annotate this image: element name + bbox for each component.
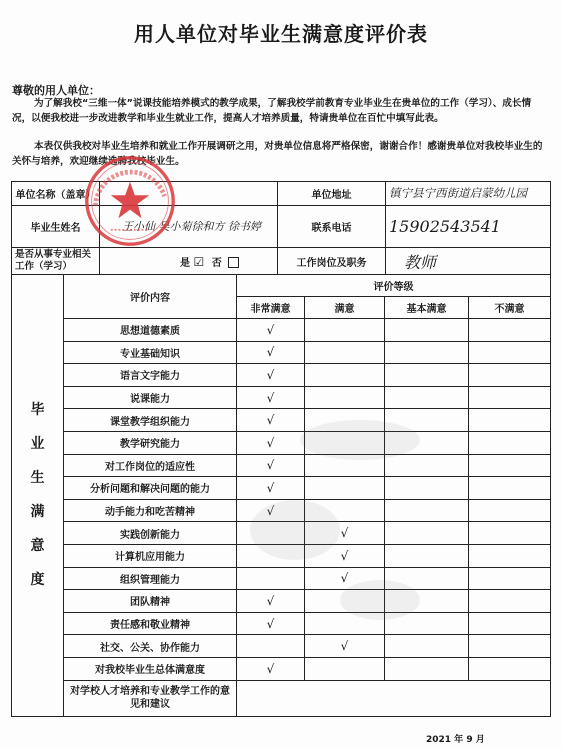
rating-cell[interactable]: [305, 364, 385, 387]
side-label-char: 生: [30, 470, 45, 487]
rating-cell[interactable]: [237, 567, 305, 590]
content-header: 评价内容: [64, 275, 237, 319]
rating-cell[interactable]: [469, 341, 551, 364]
rating-cell[interactable]: [385, 364, 469, 387]
table-row: [12, 680, 551, 716]
unit-address-label: 单位地址: [278, 182, 386, 206]
side-label-char: 毕: [30, 402, 45, 419]
table-row: [12, 386, 551, 409]
table-row: [12, 319, 551, 342]
rating-cell[interactable]: [305, 341, 385, 364]
rating-cell[interactable]: √: [305, 635, 385, 658]
table-row: [12, 657, 551, 680]
rating-cell[interactable]: [469, 567, 551, 590]
form-date: 2021 年 9 月: [426, 735, 485, 745]
criterion-label: 思想道德素质: [64, 319, 237, 342]
table-row: [12, 590, 551, 613]
rating-cell[interactable]: √: [237, 454, 305, 477]
unit-address-value[interactable]: 镇宁县宁西街道启蒙幼儿园: [386, 182, 551, 206]
level-header: 不满意: [469, 297, 551, 319]
rating-cell[interactable]: √: [237, 364, 305, 387]
suggestion-field[interactable]: [237, 680, 551, 716]
rating-cell[interactable]: [385, 454, 469, 477]
table-row: [12, 454, 551, 477]
yes-checkbox[interactable]: ☑: [193, 254, 205, 269]
position-label: 工作岗位及职务: [278, 248, 386, 275]
overall-label: 对我校毕业生总体满意度: [64, 657, 237, 680]
rating-cell[interactable]: [385, 477, 469, 500]
rating-cell[interactable]: [469, 431, 551, 454]
rating-cell[interactable]: √: [237, 657, 305, 680]
rating-cell[interactable]: √: [237, 477, 305, 500]
table-row: [12, 612, 551, 635]
rating-cell[interactable]: [469, 409, 551, 432]
criterion-label: 课堂教学组织能力: [64, 409, 237, 432]
rating-cell[interactable]: [469, 386, 551, 409]
rating-cell[interactable]: [469, 319, 551, 342]
rating-cell[interactable]: [305, 657, 385, 680]
form-title: 用人单位对毕业生满意度评价表: [134, 22, 428, 46]
rating-cell[interactable]: [469, 544, 551, 567]
rating-cell[interactable]: [469, 477, 551, 500]
side-label-char: 业: [30, 436, 45, 453]
rating-cell[interactable]: √: [237, 499, 305, 522]
related-work-choice[interactable]: [100, 248, 278, 275]
intro-paragraph: 为了解我校“三维一体”说课技能培养模式的教学成果，了解我校学前教育专业毕业生在贵单位的工作（学习）、成长情况，以便我校进一步改进教学和毕业生就业工作，提高人才培养质量，特请贵单位在百忙中填写此表。: [12, 98, 532, 124]
rating-cell[interactable]: [385, 544, 469, 567]
rating-cell[interactable]: √: [237, 386, 305, 409]
table-row: [12, 635, 551, 658]
table-row: [12, 364, 551, 387]
rating-cell[interactable]: [385, 522, 469, 545]
rating-cell[interactable]: [469, 657, 551, 680]
rating-cell[interactable]: [469, 635, 551, 658]
rating-cell[interactable]: [237, 635, 305, 658]
side-label-char: 度: [30, 572, 45, 589]
criterion-label: 教学研究能力: [64, 431, 237, 454]
table-row: [12, 431, 551, 454]
phone-label: 联系电话: [278, 206, 386, 248]
rating-cell[interactable]: √: [237, 612, 305, 635]
scan-smudge: [250, 500, 340, 560]
rating-cell[interactable]: √: [237, 319, 305, 342]
criterion-label: 实践创新能力: [64, 522, 237, 545]
suggestion-label: 对学校人才培养和专业教学工作的意见和建议: [64, 680, 237, 716]
criterion-label: 团队精神: [64, 590, 237, 613]
rating-cell[interactable]: [385, 341, 469, 364]
side-label-char: 满: [30, 504, 45, 521]
official-seal: [82, 153, 178, 249]
rating-cell[interactable]: [305, 477, 385, 500]
no-checkbox[interactable]: [228, 257, 239, 268]
rating-cell[interactable]: [385, 635, 469, 658]
rating-cell[interactable]: [385, 319, 469, 342]
criterion-label: 社交、公关、协作能力: [64, 635, 237, 658]
no-label: 否: [211, 257, 222, 269]
rating-cell[interactable]: √: [237, 341, 305, 364]
level-header: 满意: [305, 297, 385, 319]
criterion-label: 语言文字能力: [64, 364, 237, 387]
rating-cell[interactable]: √: [237, 590, 305, 613]
criterion-label: 分析问题和解决问题的能力: [64, 477, 237, 500]
rating-cell[interactable]: [469, 454, 551, 477]
level-header: 基本满意: [385, 297, 469, 319]
level-header: 非常满意: [237, 297, 305, 319]
greeting: 尊敬的用人单位：: [12, 84, 100, 97]
rating-cell[interactable]: [385, 386, 469, 409]
criterion-label: 计算机应用能力: [64, 544, 237, 567]
rating-cell[interactable]: √: [305, 567, 385, 590]
rating-cell[interactable]: [469, 612, 551, 635]
scan-smudge: [300, 420, 420, 460]
confidentiality-paragraph: 本表仅供我校对毕业生培养和就业工作开展调研之用，对贵单位信息将严格保密，谢谢合作！感谢贵单位对我校毕业生的关怀与培养，欢迎继续选聘我校毕业生。: [12, 141, 543, 167]
rating-cell[interactable]: √: [305, 544, 385, 567]
rating-cell[interactable]: √: [237, 431, 305, 454]
rating-cell[interactable]: √: [237, 409, 305, 432]
phone-value[interactable]: 15902543541: [386, 206, 551, 248]
position-value[interactable]: 教师: [386, 248, 551, 275]
rating-cell[interactable]: [469, 590, 551, 613]
rating-cell[interactable]: [305, 319, 385, 342]
table-row: [12, 477, 551, 500]
yes-label: 是: [180, 257, 190, 269]
rating-cell[interactable]: [469, 522, 551, 545]
side-label-char: 意: [30, 538, 45, 555]
rating-cell[interactable]: [385, 657, 469, 680]
side-label: [12, 275, 64, 717]
criterion-label: 对工作岗位的适应性: [64, 454, 237, 477]
rating-cell[interactable]: [305, 386, 385, 409]
table-row: [12, 341, 551, 364]
graduate-name-value[interactable]: 王小仙 吴小菊徐和方 徐书婷: [100, 206, 278, 248]
criterion-label: 责任感和敬业精神: [64, 612, 237, 635]
rating-cell[interactable]: [469, 499, 551, 522]
scan-smudge: [340, 580, 420, 620]
criterion-label: 说课能力: [64, 386, 237, 409]
graduate-name-label: 毕业生姓名: [12, 206, 100, 248]
criterion-label: 组织管理能力: [64, 567, 237, 590]
star-icon: [111, 182, 149, 218]
criterion-label: 动手能力和吃苦精神: [64, 499, 237, 522]
rating-cell[interactable]: √: [305, 522, 385, 545]
unit-name-label: 单位名称（盖章）: [12, 182, 100, 206]
related-work-label: 是否从事专业相关工作（学习）: [12, 248, 100, 275]
table-row: [12, 567, 551, 590]
rating-cell[interactable]: [385, 499, 469, 522]
rating-cell[interactable]: [469, 364, 551, 387]
criterion-label: 专业基础知识: [64, 341, 237, 364]
grade-header: 评价等级: [237, 275, 551, 297]
table-row: [12, 409, 551, 432]
evaluation-table: [11, 274, 551, 717]
